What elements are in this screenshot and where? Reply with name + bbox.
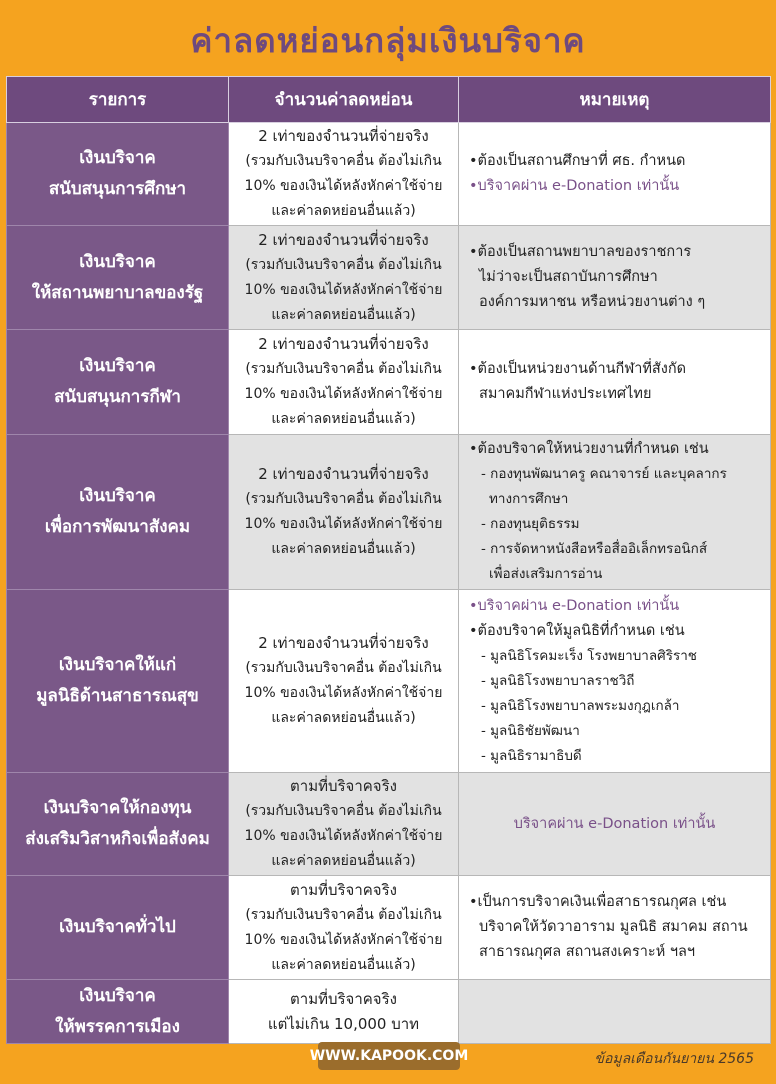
note-line: - มูลนิธิโรงพยาบาลราชวิถี	[481, 672, 635, 689]
label-line: เงินบริจาค	[79, 148, 156, 168]
table-row	[7, 773, 771, 876]
row-note	[459, 590, 771, 773]
label-line: เพื่อการพัฒนาสังคม	[44, 517, 191, 537]
amount-cond: (รวมกับเงินบริจาคอื่น ต้องไม่เกิน	[245, 491, 442, 507]
table-row	[7, 590, 771, 773]
header-item: รายการ	[7, 77, 229, 123]
amount-main: 2 เท่าของจำนวนที่จ่ายจริง	[258, 465, 429, 483]
amount-cond: (รวมกับเงินบริจาคอื่น ต้องไม่เกิน	[245, 906, 442, 923]
amount-main: ตามที่บริจาคจริง	[290, 777, 397, 795]
note-line: •ต้องเป็นสถานศึกษาที่ ศธ. กำหนด	[469, 153, 686, 169]
row-amount	[229, 226, 459, 330]
row-label	[7, 435, 229, 590]
label-line: เงินบริจาคให้แก่	[58, 655, 177, 675]
row-label	[7, 123, 229, 226]
note-line: •ต้องเป็นสถานพยาบาลของราชการ	[469, 244, 692, 260]
label-line: เงินบริจาคให้กองทุน	[43, 798, 192, 818]
label-line: ส่งเสริมวิสาหกิจเพื่อสังคม	[25, 829, 210, 849]
note-line: •ต้องเป็นหน่วยงานด้านกีฬาที่สังกัด	[469, 361, 687, 377]
table-row	[7, 435, 771, 590]
amount-cond: และค่าลดหย่อนอื่นแล้ว)	[271, 306, 416, 323]
amount-cond: 10% ของเงินได้หลังหักค่าใช้จ่าย	[244, 516, 443, 532]
row-note	[459, 330, 771, 435]
row-label	[7, 876, 229, 980]
table-row	[7, 330, 771, 435]
amount-limit: แต่ไม่เกิน 10,000 บาท	[267, 1014, 420, 1033]
row-label	[7, 226, 229, 330]
row-amount	[229, 876, 459, 980]
amount-cond: (รวมกับเงินบริจาคอื่น ต้องไม่เกิน	[245, 361, 442, 377]
row-amount	[229, 330, 459, 435]
row-amount	[229, 123, 459, 226]
note-line: - การจัดหาหนังสือหรือสื่ออิเล็กทรอนิกส์	[481, 541, 708, 557]
row-note	[459, 123, 771, 226]
row-label	[7, 980, 229, 1044]
row-note	[459, 435, 771, 590]
row-label	[7, 590, 229, 773]
source-note: ข้อมูลเดือนกันยายน 2565	[594, 1051, 754, 1067]
infographic	[6, 6, 770, 1078]
note-line: - กองทุนยุติธรรม	[481, 516, 580, 532]
row-note	[459, 980, 771, 1044]
amount-main: 2 เท่าของจำนวนที่จ่ายจริง	[258, 335, 429, 353]
brand-logo: WWW.KAPOOK.COM	[318, 1042, 460, 1070]
note-line: - กองทุนพัฒนาครู คณาจารย์ และบุคลากร	[481, 466, 727, 482]
amount-cond: และค่าลดหย่อนอื่นแล้ว)	[271, 411, 416, 427]
amount-cond: 10% ของเงินได้หลังหักค่าใช้จ่าย	[244, 281, 443, 298]
title-bar	[6, 6, 770, 74]
amount-cond: และค่าลดหย่อนอื่นแล้ว)	[271, 853, 416, 869]
label-line: เงินบริจาค	[79, 356, 156, 376]
header-amount: จำนวนค่าลดหย่อน	[229, 77, 459, 123]
table-row	[7, 123, 771, 226]
label-line: เงินบริจาค	[79, 985, 156, 1006]
amount-cond: และค่าลดหย่อนอื่นแล้ว)	[271, 203, 416, 219]
note-line: สมาคมกีฬาแห่งประเทศไทย	[479, 386, 652, 402]
note-line: •บริจาคผ่าน e-Donation เท่านั้น	[469, 178, 680, 194]
amount-cond: 10% ของเงินได้หลังหักค่าใช้จ่าย	[244, 178, 443, 194]
note-line: ทางการศึกษา	[489, 491, 569, 507]
amount-main: 2 เท่าของจำนวนที่จ่ายจริง	[258, 230, 429, 249]
row-note	[459, 226, 771, 330]
note-line: - มูลนิธิรามาธิบดี	[481, 747, 582, 764]
row-note	[459, 876, 771, 980]
amount-cond: (รวมกับเงินบริจาคอื่น ต้องไม่เกิน	[245, 803, 442, 819]
row-amount	[229, 435, 459, 590]
amount-cond: (รวมกับเงินบริจาคอื่น ต้องไม่เกิน	[245, 153, 442, 169]
label-line: เงินบริจาค	[79, 486, 156, 506]
label-line: มูลนิธิด้านสาธารณสุข	[36, 686, 199, 706]
note-line: บริจาคให้วัดวาอาราม มูลนิธิ สมาคม สถาน	[479, 919, 748, 935]
note-line: •บริจาคผ่าน e-Donation เท่านั้น	[469, 597, 680, 614]
note-line: สาธารณกุศล สถานสงเคราะห์ ฯลฯ	[479, 944, 696, 960]
note-line: บริจาคผ่าน e-Donation เท่านั้น	[513, 815, 716, 832]
row-amount	[229, 980, 459, 1044]
note-line: องค์การมหาชน หรือหน่วยงานต่าง ๆ	[479, 294, 706, 310]
amount-cond: และค่าลดหย่อนอื่นแล้ว)	[271, 956, 416, 973]
amount-cond: (รวมกับเงินบริจาคอื่น ต้องไม่เกิน	[245, 660, 442, 676]
note-line: - มูลนิธิโรงพยาบาลพระมงกุฎเกล้า	[481, 697, 680, 714]
amount-cond: (รวมกับเงินบริจาคอื่น ต้องไม่เกิน	[245, 256, 442, 273]
label-line: เงินบริจาคทั่วไป	[59, 917, 176, 937]
row-amount	[229, 590, 459, 773]
amount-cond: 10% ของเงินได้หลังหักค่าใช้จ่าย	[244, 685, 443, 701]
note-line: เพื่อส่งเสริมการอ่าน	[489, 566, 603, 582]
note-line: - มูลนิธิชัยพัฒนา	[481, 722, 580, 739]
note-line: - มูลนิธิโรคมะเร็ง โรงพยาบาลศิริราช	[481, 647, 697, 664]
amount-cond: 10% ของเงินได้หลังหักค่าใช้จ่าย	[244, 828, 443, 844]
table-row	[7, 876, 771, 980]
note-line: •ต้องบริจาคให้มูลนิธิที่กำหนด เช่น	[469, 622, 685, 639]
table-row	[7, 226, 771, 330]
row-label	[7, 330, 229, 435]
footer	[6, 1040, 770, 1078]
note-line: •เป็นการบริจาคเงินเพื่อสาธารณกุศล เช่น	[469, 894, 727, 910]
label-line: สนับสนุนการกีฬา	[54, 387, 181, 407]
header-note: หมายเหตุ	[459, 77, 771, 123]
amount-main: ตามที่บริจาคจริง	[290, 989, 397, 1008]
page-title: ค่าลดหย่อนกลุ่มเงินบริจาค	[190, 20, 586, 60]
row-label	[7, 773, 229, 876]
row-amount	[229, 773, 459, 876]
amount-main: 2 เท่าของจำนวนที่จ่ายจริง	[258, 634, 429, 652]
amount-cond: และค่าลดหย่อนอื่นแล้ว)	[271, 710, 416, 726]
row-note	[459, 773, 771, 876]
label-line: ให้สถานพยาบาลของรัฐ	[31, 282, 204, 303]
amount-main: 2 เท่าของจำนวนที่จ่ายจริง	[258, 127, 429, 145]
note-line: •ต้องบริจาคให้หน่วยงานที่กำหนด เช่น	[469, 441, 709, 457]
amount-cond: และค่าลดหย่อนอื่นแล้ว)	[271, 541, 416, 557]
donation-table	[6, 76, 771, 1044]
amount-main: ตามที่บริจาคจริง	[290, 880, 397, 899]
amount-cond: 10% ของเงินได้หลังหักค่าใช้จ่าย	[244, 386, 443, 402]
amount-cond: 10% ของเงินได้หลังหักค่าใช้จ่าย	[244, 931, 443, 948]
table-header-row	[7, 77, 771, 123]
table-row	[7, 980, 771, 1044]
label-line: สนับสนุนการศึกษา	[48, 179, 187, 199]
note-line: ไม่ว่าจะเป็นสถาบันการศึกษา	[479, 269, 658, 285]
label-line: ให้พรรคการเมือง	[55, 1016, 180, 1037]
label-line: เงินบริจาค	[79, 251, 156, 272]
